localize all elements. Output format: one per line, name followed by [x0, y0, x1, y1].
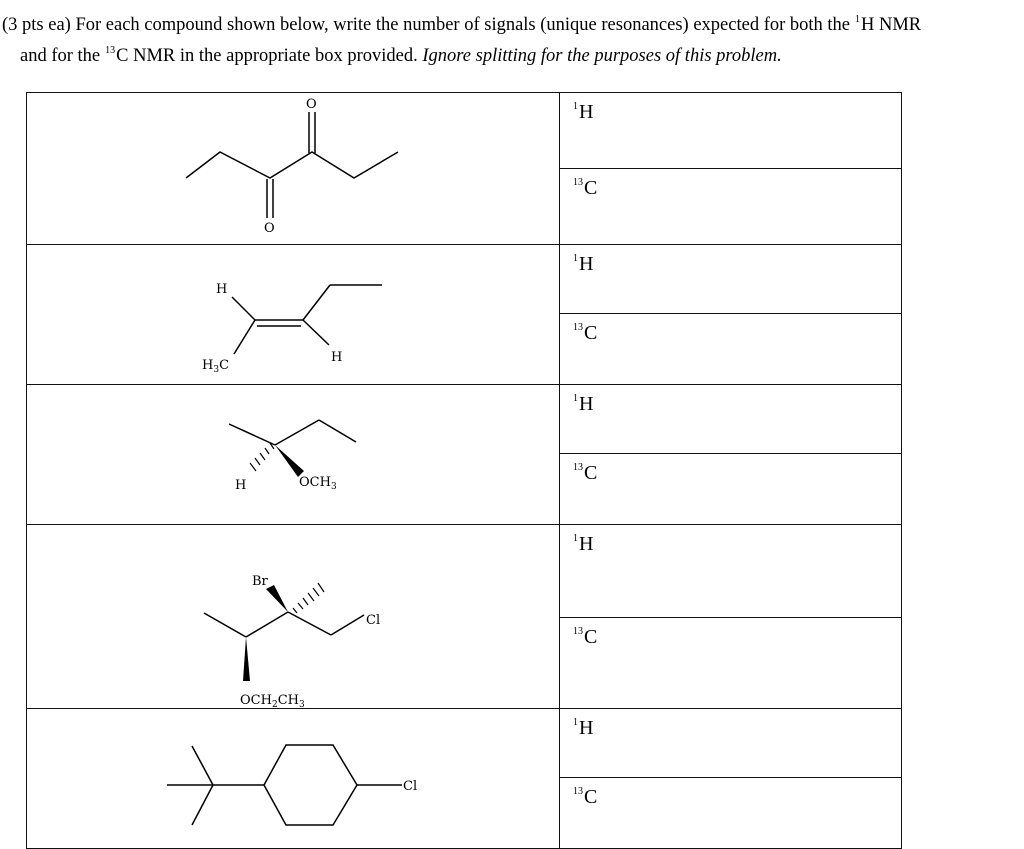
h-nmr-answer-box-3[interactable]	[560, 385, 902, 454]
instructions-text-2a: and for the	[20, 46, 101, 66]
c-nmr-label: $^{13}$C	[573, 461, 598, 484]
molecule-cell-4	[27, 525, 560, 709]
c-nmr-answer-box-2[interactable]	[560, 313, 902, 384]
molecule-cell-2	[27, 245, 560, 385]
h-nmr-label: $^1$H	[573, 717, 594, 739]
structure-methoxybutane	[27, 385, 559, 519]
instructions-text-1a: (3 pts ea) For each compound shown below, write the number of signals (unique resonances) expected for both the	[2, 15, 851, 35]
h-nmr-label: $^1$H	[573, 393, 594, 415]
h-nmr-answer-box-4[interactable]	[560, 525, 902, 618]
h-superscript: 1	[855, 14, 861, 25]
table-row	[27, 93, 902, 169]
instructions-text-1b: H NMR	[861, 15, 922, 35]
molecule-cell-5	[27, 709, 560, 849]
table-row	[27, 245, 902, 314]
h-nmr-answer-box-1[interactable]	[560, 93, 902, 169]
ethoxy-label: $OCH_2CH_3$	[240, 693, 305, 710]
instructions-line-2	[20, 35, 782, 72]
c-nmr-label: $^{13}$C	[573, 321, 598, 344]
h-nmr-label: $^1$H	[573, 101, 594, 123]
structure-hexanedione	[27, 93, 559, 239]
methoxy-label: $OCH_3$	[299, 475, 337, 492]
instructions-italic-note: Ignore splitting for the purposes of this problem.	[422, 46, 782, 66]
hydrogen-label: H	[331, 350, 343, 365]
structure-tbutyl-chlorocyclohexane	[27, 709, 559, 843]
chlorine-label: Cl	[403, 779, 418, 794]
hydrogen-label: H	[235, 478, 247, 493]
methyl-label: $H_3C$	[202, 358, 230, 375]
bromine-label: Br	[252, 574, 268, 589]
c-nmr-label: $^{13}$C	[573, 785, 598, 808]
c-nmr-label: $^{13}$C	[573, 626, 598, 649]
h-nmr-label: $^1$H	[573, 253, 594, 275]
table-row	[27, 709, 902, 778]
answer-table	[26, 92, 902, 849]
oxygen-label: O	[306, 97, 317, 112]
c-nmr-answer-box-1[interactable]	[560, 169, 902, 245]
table-row	[27, 525, 902, 618]
molecule-cell-3	[27, 385, 560, 525]
molecule-cell-1	[27, 93, 560, 245]
chlorine-label: Cl	[366, 613, 381, 628]
hydrogen-label: H	[216, 282, 228, 297]
h-nmr-answer-box-5[interactable]	[560, 709, 902, 778]
structure-bromo-chloro-ether	[27, 525, 559, 710]
table-row	[27, 385, 902, 454]
c-nmr-label: $^{13}$C	[573, 177, 598, 199]
oxygen-label: O	[264, 221, 275, 236]
h-nmr-label: $^1$H	[573, 533, 594, 555]
instructions-text-2b: C NMR in the appropriate box provided.	[116, 46, 418, 66]
h-nmr-answer-box-2[interactable]	[560, 245, 902, 314]
c-nmr-answer-box-4[interactable]	[560, 618, 902, 709]
c-nmr-answer-box-3[interactable]	[560, 453, 902, 524]
c-nmr-answer-box-5[interactable]	[560, 777, 902, 848]
c-superscript: 13	[105, 45, 116, 56]
structure-pentene	[27, 245, 559, 379]
